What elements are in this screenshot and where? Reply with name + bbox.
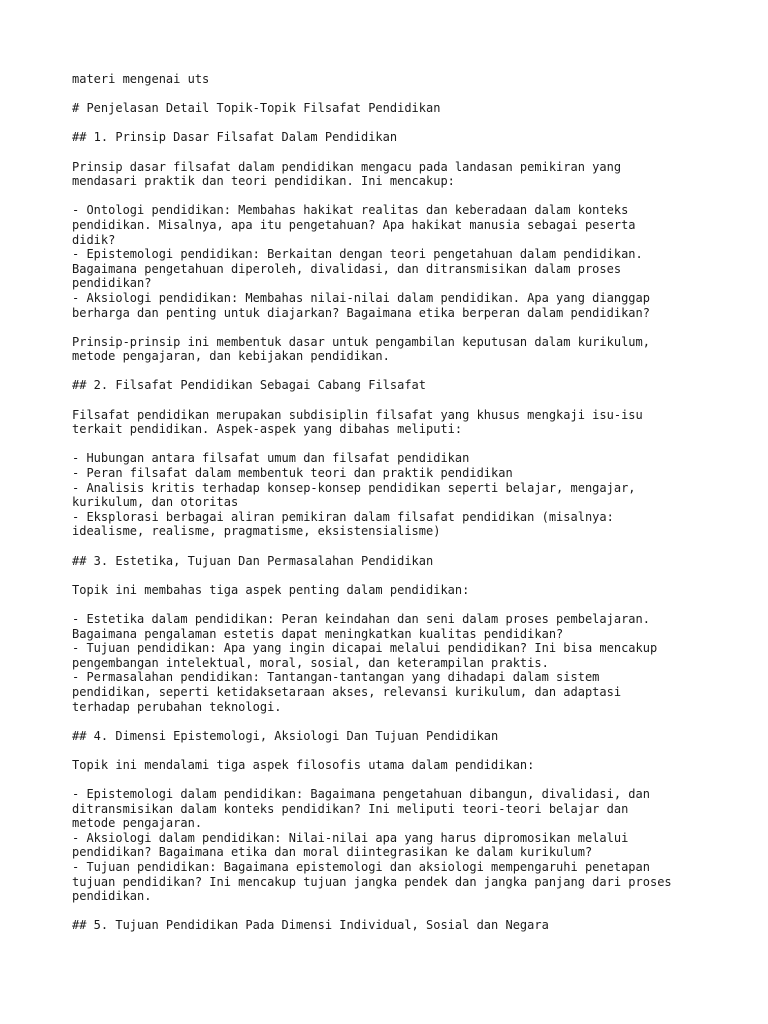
section-4-heading xyxy=(72,729,722,744)
text-line: - Eksplorasi berbagai aliran pemikiran dalam filsafat pendidikan (misalnya: xyxy=(72,509,614,524)
text-line: didik? xyxy=(72,232,116,247)
section-5-heading xyxy=(72,918,722,933)
text-line: Bagaimana pengalaman estetis dapat meningkatkan kualitas pendidikan? xyxy=(72,626,564,641)
text-line: ditransmisikan dalam konteks pendidikan? Ini meliputi teori-teori belajar dan xyxy=(72,801,629,816)
text-line: berharga dan penting untuk diajarkan? Bagaimana etika berperan dalam pendidikan? xyxy=(72,305,650,320)
text-line: kurikulum, dan otoritas xyxy=(72,495,239,510)
text-line: pendidikan? xyxy=(72,276,152,291)
paragraph-gap xyxy=(72,539,722,554)
text-line: Topik ini mendalami tiga aspek filosofis utama dalam pendidikan: xyxy=(72,757,535,772)
text-line: metode pengajaran, dan kebijakan pendidikan. xyxy=(72,349,390,364)
section-2-heading xyxy=(72,378,722,393)
section-3-heading xyxy=(72,554,722,569)
text-line: tujuan pendidikan? Ini mencakup tujuan jangka pendek dan jangka panjang dari proses xyxy=(72,874,672,889)
section-1-closing xyxy=(72,335,722,364)
text-line: - Ontologi pendidikan: Membahas hakikat realitas dan keberadaan dalam konteks xyxy=(72,203,629,218)
text-line: - Aksiologi pendidikan: Membahas nilai-nilai dalam pendidikan. Apa yang dianggap xyxy=(72,290,650,305)
section-2-list xyxy=(72,451,722,539)
text-line: - Peran filsafat dalam membentuk teori dan praktik pendidikan xyxy=(72,466,513,481)
section-4-intro xyxy=(72,758,722,773)
text-line: Bagaimana pengetahuan diperoleh, divalidasi, dan ditransmisikan dalam proses xyxy=(72,261,622,276)
paragraph-gap xyxy=(72,87,722,102)
text-line: - Aksiologi dalam pendidikan: Nilai-nilai apa yang harus dipromosikan melalui xyxy=(72,830,629,845)
section-3-intro xyxy=(72,583,722,598)
text-line: - Analisis kritis terhadap konsep-konsep pendidikan seperti belajar, mengajar, xyxy=(72,480,636,495)
paragraph-gap xyxy=(72,116,722,131)
text-line: - Tujuan pendidikan: Apa yang ingin dicapai melalui pendidikan? Ini bisa mencakup xyxy=(72,641,658,656)
paragraph-gap xyxy=(72,714,722,729)
text-line: ## 4. Dimensi Epistemologi, Aksiologi Dan Tujuan Pendidikan xyxy=(72,728,499,743)
text-line: materi mengenai uts xyxy=(72,72,210,86)
section-1-list xyxy=(72,203,722,320)
text-line: Filsafat pendidikan merupakan subdisiplin filsafat yang khusus mengkaji isu-isu xyxy=(72,407,643,422)
paragraph-gap xyxy=(72,145,722,160)
section-2-intro xyxy=(72,408,722,437)
paragraph-gap xyxy=(72,597,722,612)
text-line: # Penjelasan Detail Topik-Topik Filsafat Pendidikan xyxy=(72,101,441,116)
text-line: Topik ini membahas tiga aspek penting dalam pendidikan: xyxy=(72,582,470,597)
text-line: - Tujuan pendidikan: Bagaimana epistemologi dan aksiologi mempengaruhi penetapan xyxy=(72,860,650,875)
document-page xyxy=(72,72,722,933)
text-line: terkait pendidikan. Aspek-aspek yang dibahas meliputi: xyxy=(72,422,463,437)
paragraph-gap xyxy=(72,568,722,583)
paragraph-gap xyxy=(72,904,722,919)
paragraph-gap xyxy=(72,393,722,408)
text-line: ## 1. Prinsip Dasar Filsafat Dalam Pendidikan xyxy=(72,130,398,145)
text-line: ## 2. Filsafat Pendidikan Sebagai Cabang Filsafat xyxy=(72,378,427,393)
section-1-heading xyxy=(72,130,722,145)
text-line: - Hubungan antara filsafat umum dan filsafat pendidikan xyxy=(72,451,470,466)
text-line: idealisme, realisme, pragmatisme, eksistensialisme) xyxy=(72,524,441,539)
paragraph-gap xyxy=(72,189,722,204)
section-4-list xyxy=(72,787,722,904)
paragraph-gap xyxy=(72,437,722,452)
doc-intro-line xyxy=(72,72,722,87)
text-line: ## 3. Estetika, Tujuan Dan Permasalahan Pendidikan xyxy=(72,553,434,568)
text-line: pengembangan intelektual, moral, sosial, dan keterampilan praktis. xyxy=(72,655,549,670)
paragraph-gap xyxy=(72,320,722,335)
text-line: ## 5. Tujuan Pendidikan Pada Dimensi Individual, Sosial dan Negara xyxy=(72,918,549,933)
paragraph-gap xyxy=(72,364,722,379)
section-1-intro xyxy=(72,160,722,189)
text-line: - Epistemologi pendidikan: Berkaitan dengan teori pengetahuan dalam pendidikan. xyxy=(72,247,643,262)
text-line: terhadap perubahan teknologi. xyxy=(72,699,282,714)
text-line: - Permasalahan pendidikan: Tantangan-tantangan yang dihadapi dalam sistem xyxy=(72,670,600,685)
text-line: - Epistemologi dalam pendidikan: Bagaimana pengetahuan dibangun, divalidasi, dan xyxy=(72,787,650,802)
text-line: metode pengajaran. xyxy=(72,816,203,831)
doc-title-heading xyxy=(72,101,722,116)
paragraph-gap xyxy=(72,773,722,788)
text-line: pendidikan, seperti ketidaksetaraan akses, relevansi kurikulum, dan adaptasi xyxy=(72,684,622,699)
text-line: pendidikan. Misalnya, apa itu pengetahuan? Apa hakikat manusia sebagai peserta xyxy=(72,217,636,232)
text-line: - Estetika dalam pendidikan: Peran keindahan dan seni dalam proses pembelajaran. xyxy=(72,611,650,626)
text-line: mendasari praktik dan teori pendidikan. Ini mencakup: xyxy=(72,174,455,189)
text-line: pendidikan. xyxy=(72,889,152,904)
text-line: Prinsip dasar filsafat dalam pendidikan mengacu pada landasan pemikiran yang xyxy=(72,159,622,174)
text-line: pendidikan? Bagaimana etika dan moral diintegrasikan ke dalam kurikulum? xyxy=(72,845,593,860)
section-3-list xyxy=(72,612,722,714)
text-line: Prinsip-prinsip ini membentuk dasar untuk pengambilan keputusan dalam kurikulum, xyxy=(72,334,650,349)
paragraph-gap xyxy=(72,743,722,758)
